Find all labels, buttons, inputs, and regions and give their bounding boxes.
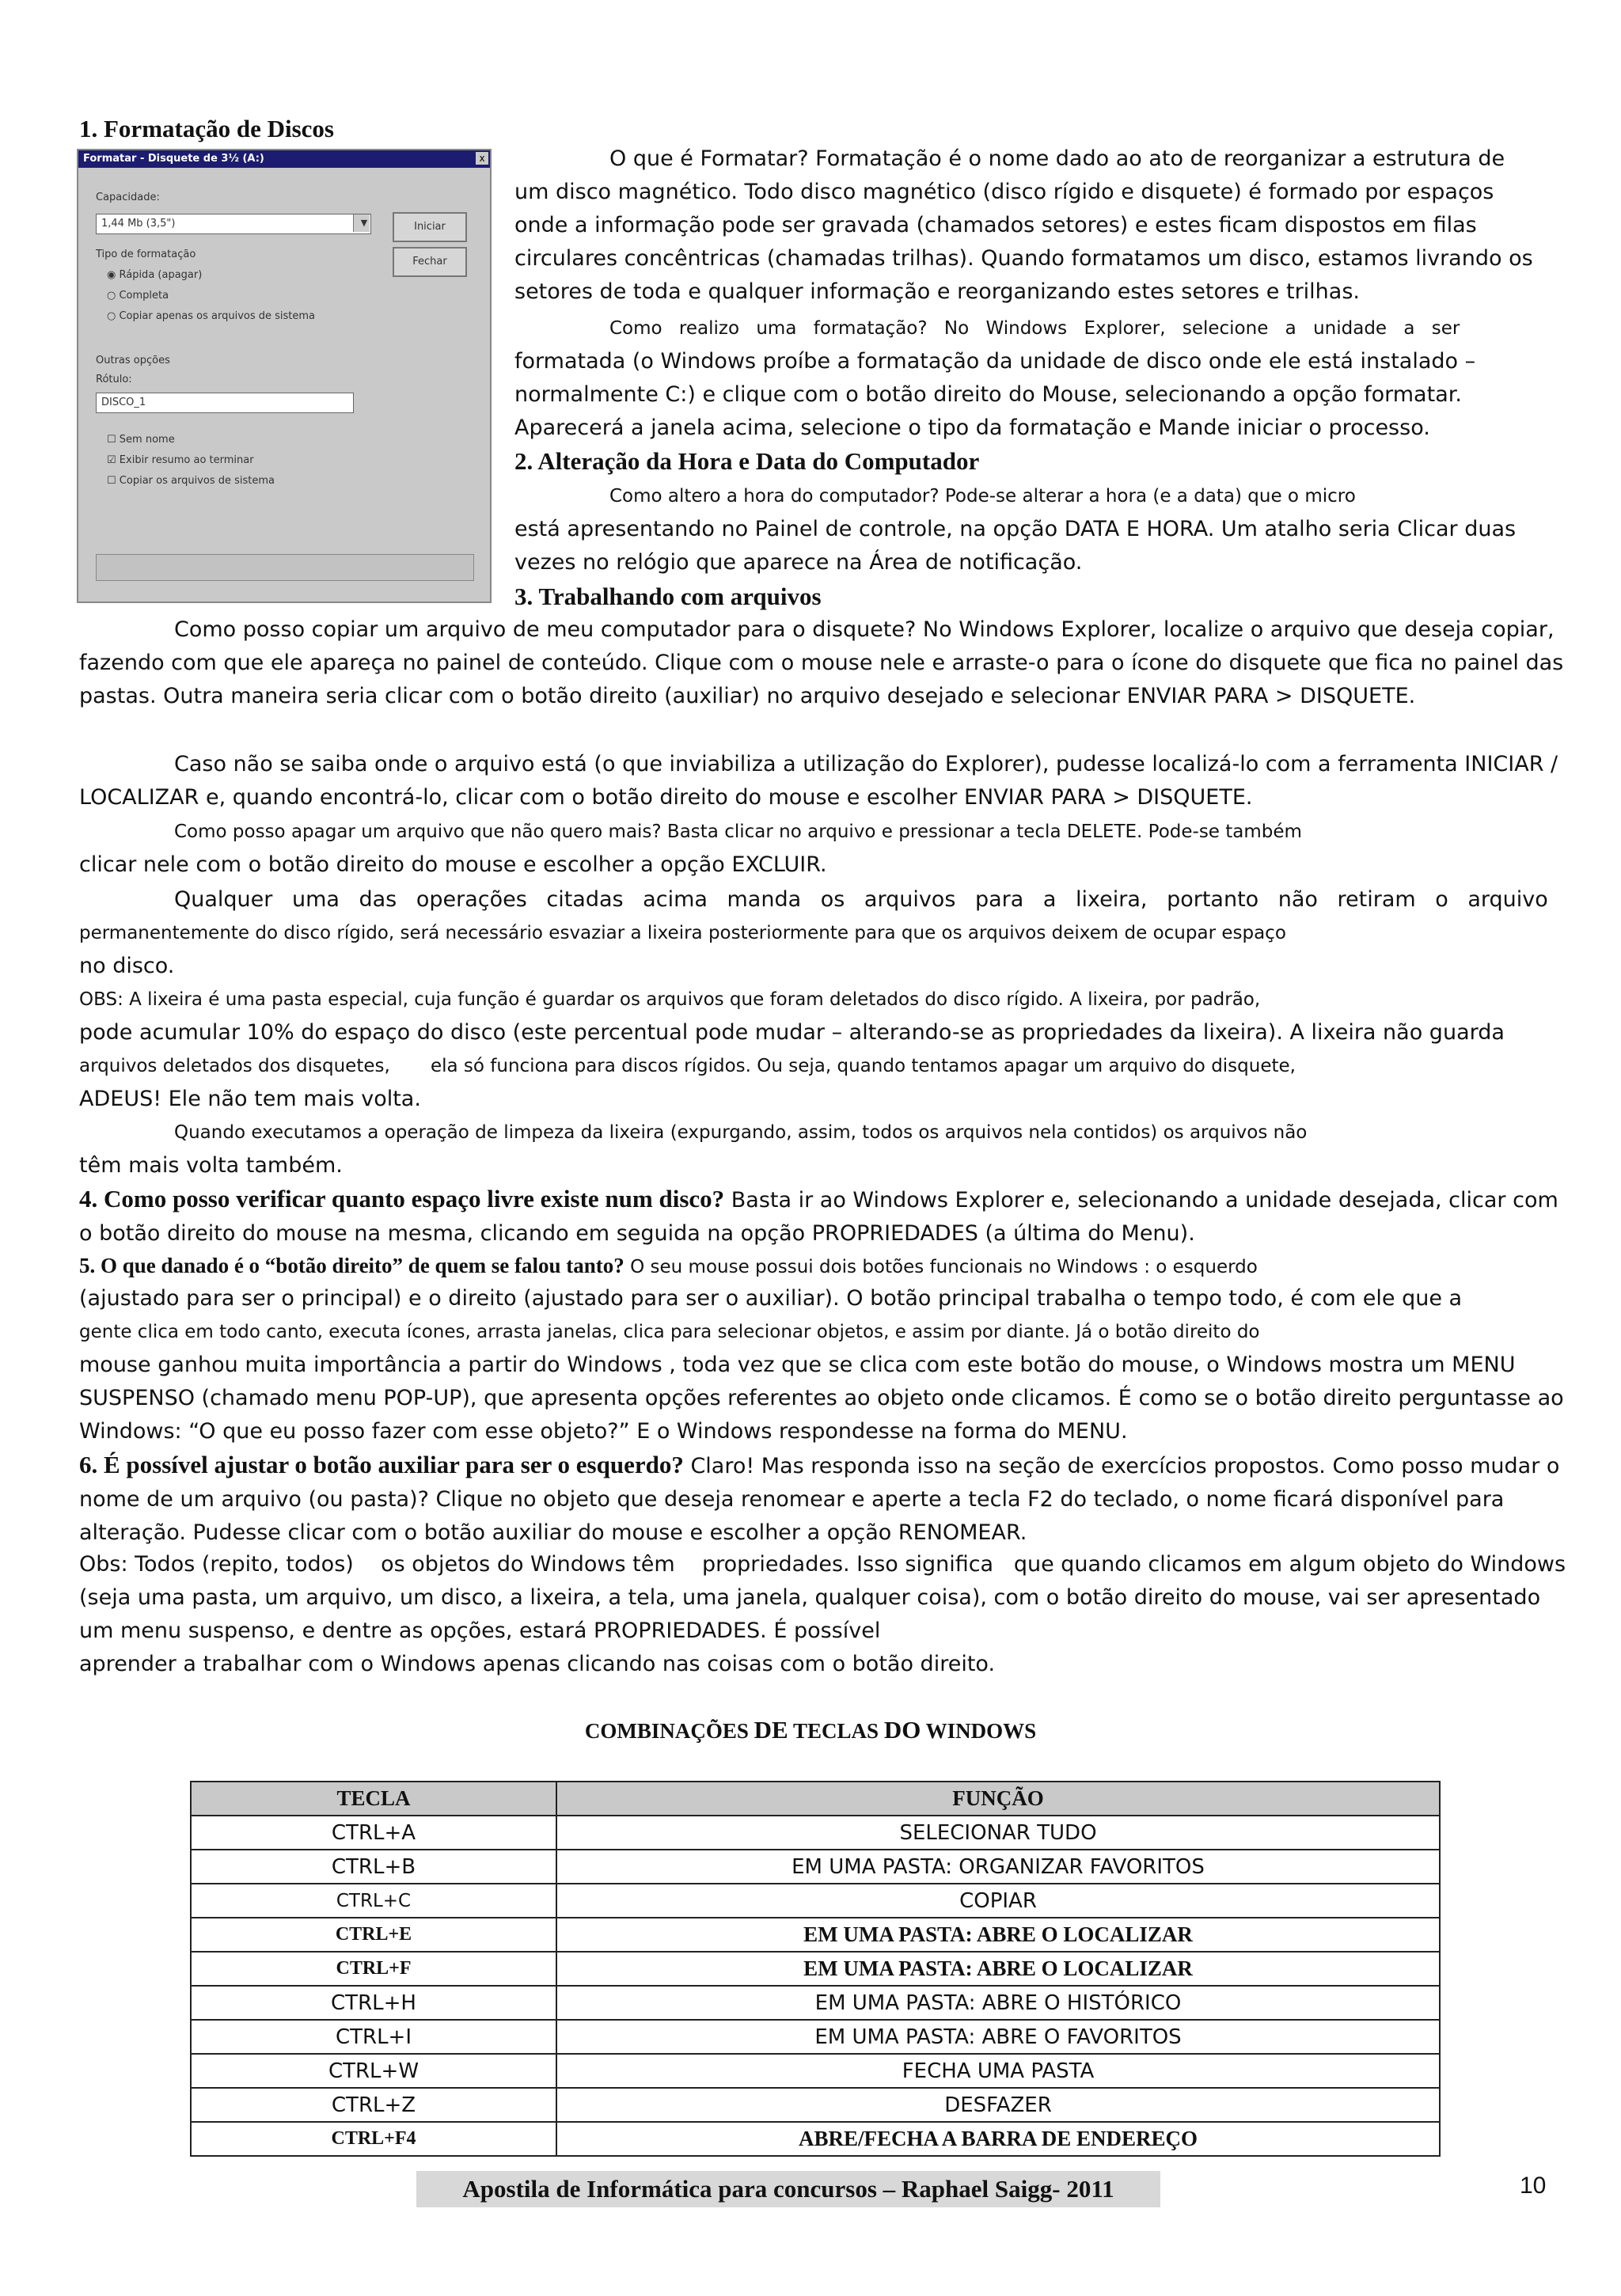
check-no-name: ☐ Sem nome: [107, 434, 175, 446]
section-3-paragraph-3-line-1: Como posso apagar um arquivo que não quero mais? Basta clicar no arquivo e pressionar a tecla DELETE. Pode-se também: [174, 822, 1302, 842]
page-footer: Apostila de Informática para concursos – Raphael Saigg- 2011: [416, 2171, 1160, 2207]
obs-propriedades-last-line: aprender a trabalhar com o Windows apenas clicando nas coisas com o botão direito.: [79, 1652, 996, 1676]
dialog-status-bar: [96, 554, 474, 581]
section-5-line-2: (ajustado para ser o principal) e o direito (ajustado para ser o auxiliar). O botão principal trabalha o tempo todo, é com ele que a: [79, 1286, 1463, 1311]
table-cell-function: FECHA UMA PASTA: [556, 2054, 1440, 2088]
table-title-part: TECLAS: [788, 1719, 884, 1743]
section-3-paragraph-4-line-2: permanentemente do disco rígido, será necessário esvaziar a lixeira posteriormente para que os arquivos deixem de ocupar espaço: [79, 923, 1286, 943]
section-3-paragraph-4-line-3: no disco.: [79, 954, 175, 978]
option-quick: ◉ Rápida (apagar): [107, 269, 203, 281]
table-cell-function: ABRE/FECHA A BARRA DE ENDEREÇO: [556, 2122, 1440, 2156]
obs-expurgo-line-2: têm mais volta também.: [79, 1153, 343, 1178]
close-icon: x: [476, 152, 488, 165]
section-5-line-3: gente clica em todo canto, executa ícones, arrasta janelas, clica para selecionar objetos, e assim por diante. Já o botão direito do: [79, 1322, 1260, 1342]
table-header-key: TECLA: [191, 1782, 556, 1816]
obs-lixeira-line-1: OBS: A lixeira é uma pasta especial, cuja função é guardar os arquivos que foram deletados do disco rígido. A lixeira, por padrão,: [79, 989, 1261, 1010]
table-header-row: [191, 1782, 1440, 1816]
check-system-files-label: Copiar os arquivos de sistema: [119, 475, 275, 487]
check-system-files: ☐ Copiar os arquivos de sistema: [107, 475, 275, 487]
option-quick-label: Rápida (apagar): [119, 269, 203, 281]
table-title: [0, 1716, 1621, 1744]
table-cell-key: CTRL+F: [191, 1952, 556, 1986]
section-4-question: 4. Como posso verificar quanto espaço livre existe num disco?: [79, 1185, 725, 1213]
section-3-title: 3. Trabalhando com arquivos: [514, 583, 822, 610]
table-header-function: FUNÇÃO: [556, 1782, 1440, 1816]
table-title-part: DO: [883, 1716, 921, 1744]
capacity-value: 1,44 Mb (3,5"): [101, 218, 176, 230]
table-cell-key: CTRL+F4: [191, 2122, 556, 2156]
section-2-paragraph: está apresentando no Painel de controle, na opção DATA E HORA. Um atalho seria Clicar duas vezes no relógio que aparece na Área de notificação.: [514, 517, 1517, 575]
start-button: Iniciar: [393, 212, 467, 242]
section-1-paragraph-1: O que é Formatar? Formatação é o nome dado ao ato de reorganizar a estrutura de um disco magnético. Todo disco magnético (disco rígido e disquete) é formado por espaços onde a informação pode ser gravada (chamados setores) e estes ficam dispostos em filas circulares concêntricas (chamadas trilhas). Quando formatamos um disco, estamos livrando os setores de toda e qualquer informação e reorganizando estes setores e trilhas.: [514, 146, 1533, 304]
obs-lixeira-line-3: arquivos deletados dos disquetes, ela só funciona para discos rígidos. Ou seja, quando tentamos apagar um arquivo do disquete,: [79, 1056, 1296, 1076]
table-cell-function: EM UMA PASTA: ABRE O LOCALIZAR: [556, 1918, 1440, 1952]
label-input: DISCO_1: [96, 393, 354, 413]
option-full-label: Completa: [119, 290, 169, 302]
section-1-paragraph-2-line-1: Como realizo uma formatação? No Windows Explorer, selecione a unidade a ser: [609, 318, 1460, 339]
check-summary-label: Exibir resumo ao terminar: [119, 454, 254, 466]
shortcuts-table: [190, 1781, 1441, 2157]
table-title-part: WINDOWS: [921, 1719, 1037, 1743]
table-row: [191, 1986, 1440, 2020]
table-cell-key: CTRL+W: [191, 2054, 556, 2088]
section-3-paragraph-1: Como posso copiar um arquivo de meu computador para o disquete? No Windows Explorer, localize o arquivo que deseja copiar, fazendo com que ele apareça no painel de conteúdo. Clique com o mouse nele e arraste-o para o ícone do disquete que fica no painel das pastas. Outra maneira seria clicar com o botão direito (auxiliar) no arquivo desejado e selecionar ENVIAR PARA > DISQUETE.: [79, 617, 1564, 708]
table-title-part: DE: [754, 1716, 788, 1744]
format-dialog-image: [77, 149, 492, 603]
table-cell-function: DESFAZER: [556, 2088, 1440, 2122]
page-number: 10: [1520, 2173, 1547, 2199]
table-cell-function: COPIAR: [556, 1884, 1440, 1918]
check-no-name-label: Sem nome: [119, 434, 175, 446]
section-3-paragraph-2: Caso não se saiba onde o arquivo está (o que inviabiliza a utilização do Explorer), pudesse localizá-lo com a ferramenta INICIAR / LOCALIZAR e, quando encontrá-lo, clicar com o botão direito do mouse e escolher ENVIAR PARA > DISQUETE.: [79, 752, 1558, 810]
table-cell-function: EM UMA PASTA: ABRE O HISTÓRICO: [556, 1986, 1440, 2020]
section-6-paragraph: [79, 1448, 1567, 1550]
table-row: [191, 2088, 1440, 2122]
chevron-down-icon: ▼: [353, 214, 370, 232]
dialog-title: Formatar - Disquete de 3½ (A:): [78, 150, 490, 168]
table-cell-key: CTRL+C: [191, 1884, 556, 1918]
obs-expurgo-line-1: Quando executamos a operação de limpeza da lixeira (expurgando, assim, todos os arquivos nela contidos) os arquivos não: [174, 1122, 1308, 1143]
table-row: [191, 1850, 1440, 1884]
label-field-label: Rótulo:: [96, 374, 132, 385]
section-4-answer: Basta ir ao Windows Explorer e, selecionando a unidade desejada, clicar com o botão direito do mouse na mesma, clicando em seguida na opção PROPRIEDADES (a última do Menu).: [79, 1188, 1558, 1246]
capacity-select: [96, 214, 371, 234]
obs-lixeira-line-2: pode acumular 10% do espaço do disco (este percentual pode mudar – alterando-se as propriedades da lixeira). A lixeira não guarda: [79, 1020, 1505, 1045]
table-cell-function: EM UMA PASTA: ABRE O LOCALIZAR: [556, 1952, 1440, 1986]
other-options-label: Outras opções: [96, 355, 170, 366]
section-1-paragraph-2: formatada (o Windows proíbe a formatação da unidade de disco onde ele está instalado – normalmente C:) e clique com o botão direito do Mouse, selecionando a opção formatar. Aparecerá a janela acima, selecione o tipo da formatação e Mande iniciar o processo.: [514, 349, 1476, 440]
table-cell-function: SELECIONAR TUDO: [556, 1816, 1440, 1850]
obs-lixeira-line-4: ADEUS! Ele não tem mais volta.: [79, 1087, 421, 1111]
table-cell-key: CTRL+E: [191, 1918, 556, 1952]
obs-propriedades: Obs: Todos (repito, todos) os objetos do Windows têm propriedades. Isso significa que quando clicamos em algum objeto do Windows (seja uma pasta, um arquivo, um disco, a lixeira, a tela, uma janela, qualquer coisa), com o botão direito do mouse, vai ser apresentado um menu suspenso, e dentre as opções, estará PROPRIEDADES. É possível: [79, 1552, 1573, 1643]
section-3-paragraph-3: clicar nele com o botão direito do mouse e escolher a opção EXCLUIR.: [79, 852, 827, 877]
check-summary: ☑ Exibir resumo ao terminar: [107, 454, 254, 466]
section-5-question: 5. O que danado é o “botão direito” de quem se falou tanto?: [79, 1254, 624, 1277]
section-5-answer: mouse ganhou muita importância a partir do Windows , toda vez que se clica com este botão do mouse, o Windows mostra um MENU SUSPENSO (chamado menu POP-UP), que apresenta opções referentes ao objeto onde clicamos. É como se o botão direito perguntasse ao Windows: “O que eu posso fazer com esse objeto?” E o Windows respondesse na forma do MENU.: [79, 1353, 1564, 1444]
section-2-title: 2. Alteração da Hora e Data do Computador: [514, 447, 980, 475]
option-full: ○ Completa: [107, 290, 169, 302]
table-cell-key: CTRL+B: [191, 1850, 556, 1884]
section-1-title: 1. Formatação de Discos: [79, 115, 334, 142]
format-type-label: Tipo de formatação: [96, 249, 196, 260]
table-row: [191, 1918, 1440, 1952]
table-cell-function: EM UMA PASTA: ABRE O FAVORITOS: [556, 2020, 1440, 2054]
table-title-part: COMBINAÇÕES: [584, 1719, 754, 1743]
section-6-question: 6. É possível ajustar o botão auxiliar para ser o esquerdo?: [79, 1451, 684, 1478]
table-cell-key: CTRL+H: [191, 1986, 556, 2020]
close-button: Fechar: [393, 247, 467, 277]
table-row: [191, 1884, 1440, 1918]
table-row: [191, 2020, 1440, 2054]
option-system-label: Copiar apenas os arquivos de sistema: [119, 310, 316, 322]
section-2-paragraph-line-1: Como altero a hora do computador? Pode-se alterar a hora (e a data) que o micro: [609, 486, 1356, 507]
section-3-paragraph-4-line-1: Qualquer uma das operações citadas acima manda os arquivos para a lixeira, portanto não retiram o arquivo: [174, 887, 1548, 912]
capacity-label: Capacidade:: [96, 192, 160, 203]
section-5-line-1: [79, 1249, 1567, 1284]
table-row: [191, 1952, 1440, 1986]
section-4-paragraph: [79, 1182, 1567, 1250]
table-cell-key: CTRL+I: [191, 2020, 556, 2054]
section-5-answer-1: O seu mouse possui dois botões funcionais no Windows : o esquerdo: [624, 1257, 1258, 1277]
table-row: [191, 2122, 1440, 2156]
option-system: ○ Copiar apenas os arquivos de sistema: [107, 310, 316, 322]
table-cell-key: CTRL+Z: [191, 2088, 556, 2122]
section-6-answer: Claro! Mas responda isso na seção de exercícios propostos. Como posso mudar o nome de um arquivo (ou pasta)? Clique no objeto que deseja renomear e aperte a tecla F2 do teclado, o nome ficará disponível para alteração. Pudesse clicar com o botão auxiliar do mouse e escolher a opção RENOMEAR.: [79, 1454, 1560, 1545]
table-row: [191, 1816, 1440, 1850]
table-row: [191, 2054, 1440, 2088]
table-cell-function: EM UMA PASTA: ORGANIZAR FAVORITOS: [556, 1850, 1440, 1884]
table-cell-key: CTRL+A: [191, 1816, 556, 1850]
